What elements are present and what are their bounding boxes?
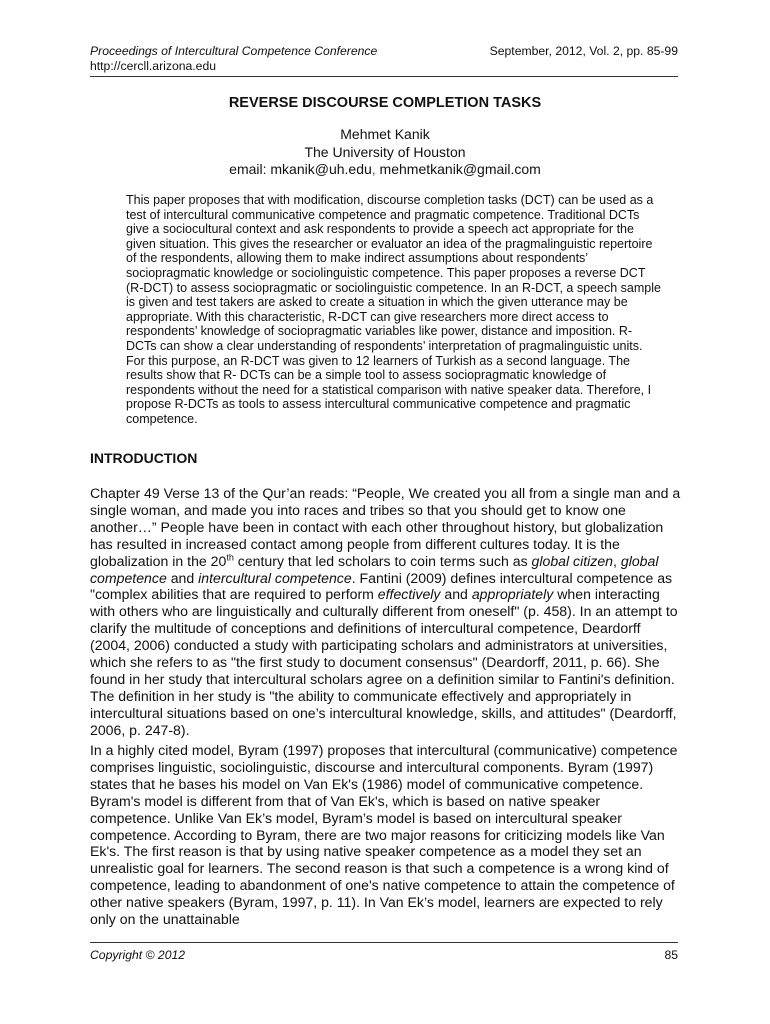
- paragraph-1: [90, 485, 682, 739]
- abstract: [126, 193, 661, 427]
- section-heading-introduction: INTRODUCTION: [90, 450, 198, 466]
- header-url[interactable]: http://cercll.arizona.edu: [90, 59, 217, 73]
- author-email: [0, 161, 770, 179]
- running-header: [90, 44, 678, 73]
- journal-name: Proceedings of Intercultural Competence Conference: [90, 44, 378, 58]
- p1-text-e: . Fantini (2009) defines intercultural competence as "complex abilities that are required to perform: [90, 569, 673, 603]
- page-footer: [90, 948, 678, 962]
- copyright: Copyright © 2012: [90, 948, 186, 962]
- email-secondary[interactable]: mehmetkanik@gmail.com: [375, 161, 541, 177]
- issue-info: September, 2012, Vol. 2, pp. 85-99: [489, 44, 678, 58]
- author-affiliation: The University of Houston: [304, 143, 466, 160]
- p1-superscript: th: [226, 551, 234, 562]
- email-separator: ,: [371, 161, 376, 177]
- p1-text-b: century that led scholars to coin terms such as: [233, 552, 532, 569]
- page-number: 85: [664, 948, 678, 962]
- header-rule: [90, 76, 678, 77]
- author-name: Mehmet Kanik: [340, 126, 430, 142]
- p1-text-a: Chapter 49 Verse 13 of the Qur’an reads: “People, We created you all from a single man and a single woman, and made you into races and tribes so that you should get to know one another…” People have been in contact with each other throughout history, but globalization has resulted in increased contact among people from different cultures today. It is the globalization in the 20: [90, 485, 681, 569]
- p2-text: In a highly cited model, Byram (1997) proposes that intercultural (communicative) competence comprises linguistic, sociolinguistic, discourse and intercultural components. Byram (1997) states that he bases his model on Van Ek's (1986) model of communicative competence. Byram's model is different from that of Van Ek's, which is based on native speaker competence. Unlike Van Ek’s model, Byram’s model is based on intercultural speaker competence. According to Byram, there are two major reasons for criticizing models like Van Ek's. The first reason is that by using native speaker competence as a model they set an unrealistic goal for learners. The second reason is that such a competence is a wrong kind of competence, leading to abandonment of one's native competence to attain the competence of other native speakers (Byram, 1997, p. 11). In Van Ek’s model, learners are expected to rely only on the unattainable: [90, 742, 678, 928]
- footer-rule: [90, 942, 678, 943]
- p1-italic-intercultural-competence: intercultural competence: [198, 569, 352, 586]
- p1-italic-global-citizen: global citizen: [531, 552, 614, 569]
- p1-italic-global-competence: global competence: [90, 552, 659, 586]
- author-block: [0, 126, 770, 179]
- paragraph-2: [90, 742, 682, 928]
- email-primary[interactable]: email: mkanik@uh.edu: [229, 161, 372, 177]
- paper-title: REVERSE DISCOURSE COMPLETION TASKS: [228, 95, 542, 111]
- p1-text-g: when interacting with others who are linguistically and culturally different from oneself" (p. 458). In an attempt to clarify the multitude of conceptions and definitions of intercultural competence, Deardorff (2004, 2006) conducted a study with participating scholars and administrators at universities, which she refers to as "the first study to document consensus" (Deardorff, 2011, p. 66). She found in her study that intercultural scholars agree on a definition similar to Fantini's definition. The definition in her study is "the ability to communicate effectively and appropriately in intercultural situations based on one’s intercultural knowledge, skills, and attitudes" (Deardorff, 2006, p. 247-8).: [90, 586, 678, 738]
- p1-text-c: ,: [613, 552, 621, 569]
- p1-italic-effectively: effectively: [377, 586, 441, 603]
- abstract-text: This paper proposes that with modification, discourse completion tasks (DCT) can be used as a test of intercultural communicative competence and pragmatic competence. Traditional DCTs give a sociocultural context and ask respondents to provide a speech act appropriate for the given situation. This gives the researcher or evaluator an idea of the pragmalinguistic repertoire of the respondents, allowing them to make indirect assumptions about respondents’ sociopragmatic knowledge or sociolinguistic competence. This paper proposes a reverse DCT (R-DCT) to assess sociopragmatic or sociolinguistic competence. In an R-DCT, a speech sample is given and test takers are asked to create a situation in which the given utterance may be appropriate. With this characteristic, R-DCT can give researchers more direct access to respondents’ knowledge of sociopragmatic variables like power, distance and imposition. R-DCTs can show a clear understanding of respondents’ interpretation of pragmalinguistic units. For this purpose, an R-DCT was given to 12 learners of Turkish as a second language. The results show that R- DCTs can be a simple tool to assess sociopragmatic knowledge of respondents without the need for a statistical comparison with native speaker data. Therefore, I propose R-DCTs as tools to assess intercultural communicative competence and pragmatic competence.: [126, 193, 661, 426]
- p1-text-d: and: [166, 569, 199, 586]
- p1-italic-appropriately: appropriately: [471, 586, 554, 603]
- p1-text-f: and: [440, 586, 472, 603]
